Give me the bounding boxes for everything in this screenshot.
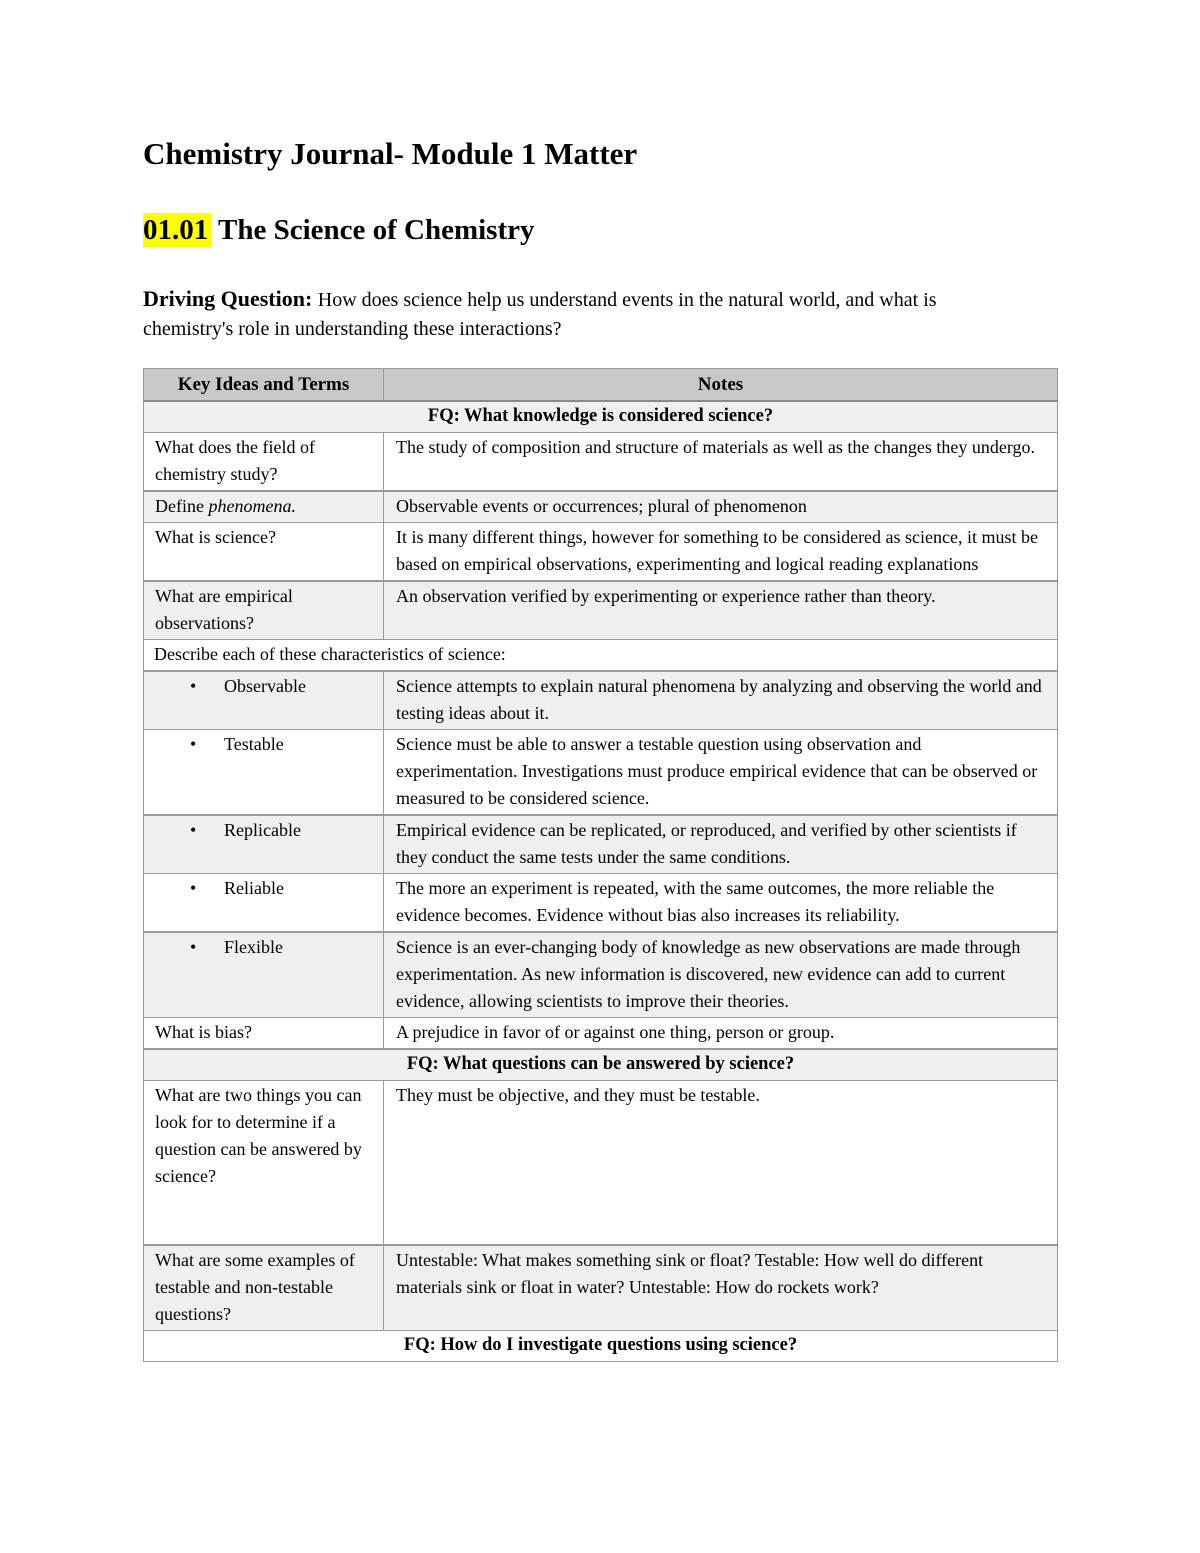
- key-ideas-cell: What are two things you can look for to determine if a question can be answered by science?: [144, 1081, 384, 1246]
- notes-cell: An observation verified by experimenting or experience rather than theory.: [384, 581, 1058, 640]
- notes-cell: Empirical evidence can be replicated, or reproduced, and verified by other scientists if they conduct the same tests under the same conditions.: [384, 815, 1058, 874]
- characteristic-label: Testable: [224, 734, 284, 754]
- table-row: [144, 1049, 1058, 1081]
- driving-question-text: How does science help us understand events in the natural world, and what is chemistry's role in understanding these interactions?: [143, 289, 937, 340]
- notes-cell: Science attempts to explain natural phenomena by analyzing and observing the world and testing ideas about it.: [384, 671, 1058, 730]
- notes-cell: The study of composition and structure of materials as well as the changes they undergo.: [384, 433, 1058, 492]
- characteristic-label: Reliable: [224, 878, 284, 898]
- characteristic-cell: [144, 730, 384, 816]
- key-ideas-cell: What is bias?: [144, 1018, 384, 1050]
- notes-cell: A prejudice in favor of or against one thing, person or group.: [384, 1018, 1058, 1050]
- key-ideas-cell: What is science?: [144, 523, 384, 582]
- key-ideas-cell: What does the field of chemistry study?: [144, 433, 384, 492]
- notes-cell: The more an experiment is repeated, with the same outcomes, the more reliable the evidence becomes. Evidence without bias also increases its reliability.: [384, 874, 1058, 933]
- table-row: [144, 815, 1058, 874]
- column-header-notes: Notes: [384, 369, 1058, 402]
- table-row: [144, 1081, 1058, 1246]
- table-row: [144, 581, 1058, 640]
- lesson-heading: [143, 212, 1057, 248]
- characteristic-label: Observable: [224, 676, 306, 696]
- table-row: [144, 671, 1058, 730]
- notes-cell: Observable events or occurrences; plural of phenomenon: [384, 491, 1058, 523]
- bullet-icon: •: [190, 878, 197, 898]
- table-row: [144, 640, 1058, 672]
- characteristic-label: Flexible: [224, 937, 283, 957]
- notes-cell: It is many different things, however for something to be considered as science, it must be based on empirical observations, experimenting and logical reading explanations: [384, 523, 1058, 582]
- table-row: [144, 932, 1058, 1018]
- bullet-icon: •: [190, 734, 197, 754]
- table-row: [144, 1331, 1058, 1362]
- notes-cell: Untestable: What makes something sink or float? Testable: How well do different materials sink or float in water? Untestable: How do rockets work?: [384, 1245, 1058, 1331]
- notes-cell: They must be objective, and they must be testable.: [384, 1081, 1058, 1246]
- key-ideas-cell: [144, 491, 384, 523]
- focus-question-cell: FQ: How do I investigate questions using science?: [144, 1331, 1058, 1362]
- highlighted-lesson-number: 01.01: [143, 213, 211, 247]
- key-ideas-table-body: [144, 401, 1058, 1362]
- characteristic-cell: [144, 874, 384, 933]
- focus-question-cell: FQ: What knowledge is considered science?: [144, 401, 1058, 433]
- lesson-heading-text: The Science of Chemistry: [211, 214, 535, 246]
- notes-cell: Science must be able to answer a testable question using observation and experimentation. Investigations must produce empirical evidence that can be observed or measured to be considered science.: [384, 730, 1058, 816]
- table-row: [144, 874, 1058, 933]
- focus-question-cell: FQ: What questions can be answered by science?: [144, 1049, 1058, 1081]
- table-row: [144, 1245, 1058, 1331]
- question-text-segment: Define: [155, 496, 209, 516]
- table-row: [144, 730, 1058, 816]
- characteristic-label: Replicable: [224, 820, 301, 840]
- table-header-row: [144, 369, 1058, 402]
- characteristic-cell: [144, 671, 384, 730]
- table-row: [144, 523, 1058, 582]
- bullet-icon: •: [190, 676, 197, 696]
- key-ideas-table: [143, 368, 1058, 1362]
- table-row: [144, 491, 1058, 523]
- document-title: Chemistry Journal- Module 1 Matter: [143, 136, 638, 171]
- notes-cell: Science is an ever-changing body of knowledge as new observations are made through experimentation. As new information is discovered, new evidence can add to current evidence, allowing scientists to improve their theories.: [384, 932, 1058, 1018]
- driving-question: [143, 284, 1028, 344]
- key-ideas-cell: What are empirical observations?: [144, 581, 384, 640]
- driving-question-label: Driving Question:: [143, 286, 318, 311]
- bullet-icon: •: [190, 820, 197, 840]
- column-header-key-ideas: Key Ideas and Terms: [144, 369, 384, 402]
- bullet-icon: •: [190, 937, 197, 957]
- characteristic-cell: [144, 815, 384, 874]
- table-row: [144, 401, 1058, 433]
- section-label-cell: Describe each of these characteristics of science:: [144, 640, 1058, 672]
- question-text-segment: phenomena.: [208, 496, 296, 516]
- table-row: [144, 1018, 1058, 1050]
- table-row: [144, 433, 1058, 492]
- characteristic-cell: [144, 932, 384, 1018]
- key-ideas-cell: What are some examples of testable and non-testable questions?: [144, 1245, 384, 1331]
